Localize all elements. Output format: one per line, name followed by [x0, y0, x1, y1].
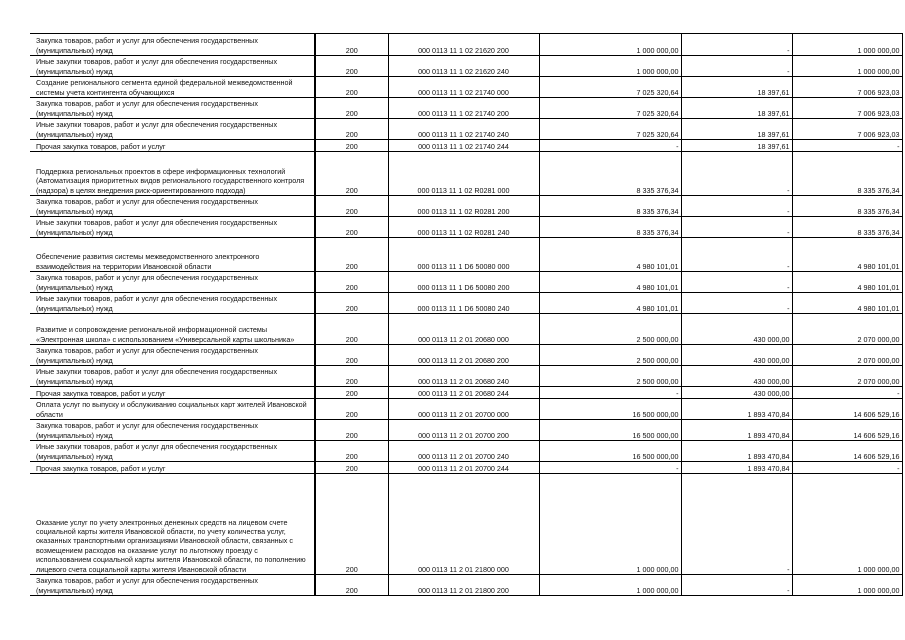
- table-row: [30, 98, 902, 119]
- table-row: [30, 314, 902, 345]
- row-code: 200: [315, 420, 388, 441]
- row-kbk-code: 000 0113 11 1 D6 50080 200: [388, 272, 539, 293]
- row-kbk-code: 000 0113 11 2 01 21800 000: [388, 474, 539, 575]
- row-remaining-amount: -: [792, 140, 902, 152]
- row-kbk-code: 000 0113 11 2 01 20680 240: [388, 366, 539, 387]
- row-code: 200: [315, 474, 388, 575]
- row-executed-amount: 1 893 470,84: [681, 420, 792, 441]
- row-kbk-code: 000 0113 11 2 01 20700 244: [388, 462, 539, 474]
- budget-execution-table: [30, 33, 903, 596]
- row-remaining-amount: 4 980 101,01: [792, 272, 902, 293]
- row-code: 200: [315, 140, 388, 152]
- table-row: [30, 441, 902, 462]
- row-planned-amount: 7 025 320,64: [539, 77, 681, 98]
- row-executed-amount: -: [681, 56, 792, 77]
- row-executed-amount: -: [681, 196, 792, 217]
- row-planned-amount: 16 500 000,00: [539, 420, 681, 441]
- row-name: Оплата услуг по выпуску и обслуживанию социальных карт жителей Ивановской области: [30, 399, 315, 420]
- row-name: Иные закупки товаров, работ и услуг для обеспечения государственных (муниципальных) нужд: [30, 56, 315, 77]
- row-kbk-code: 000 0113 11 2 01 20700 200: [388, 420, 539, 441]
- row-remaining-amount: 4 980 101,01: [792, 293, 902, 314]
- row-code: 200: [315, 119, 388, 140]
- row-executed-amount: -: [681, 152, 792, 196]
- row-code: 200: [315, 217, 388, 238]
- row-kbk-code: 000 0113 11 1 02 21740 240: [388, 119, 539, 140]
- row-kbk-code: 000 0113 11 1 02 21620 200: [388, 34, 539, 56]
- row-planned-amount: 4 980 101,01: [539, 272, 681, 293]
- row-name: Прочая закупка товаров, работ и услуг: [30, 140, 315, 152]
- row-code: 200: [315, 56, 388, 77]
- row-remaining-amount: 1 000 000,00: [792, 56, 902, 77]
- table-row: [30, 217, 902, 238]
- row-kbk-code: 000 0113 11 1 02 R0281 000: [388, 152, 539, 196]
- row-remaining-amount: 1 000 000,00: [792, 474, 902, 575]
- row-executed-amount: 18 397,61: [681, 98, 792, 119]
- row-name: Закупка товаров, работ и услуг для обеспечения государственных (муниципальных) нужд: [30, 272, 315, 293]
- row-executed-amount: 430 000,00: [681, 314, 792, 345]
- row-executed-amount: -: [681, 272, 792, 293]
- row-code: 200: [315, 314, 388, 345]
- row-name: Иные закупки товаров, работ и услуг для обеспечения государственных (муниципальных) нужд: [30, 293, 315, 314]
- row-kbk-code: 000 0113 11 2 01 20680 200: [388, 345, 539, 366]
- row-code: 200: [315, 272, 388, 293]
- row-planned-amount: -: [539, 387, 681, 399]
- row-planned-amount: 8 335 376,34: [539, 217, 681, 238]
- row-planned-amount: 7 025 320,64: [539, 119, 681, 140]
- row-planned-amount: 7 025 320,64: [539, 98, 681, 119]
- row-kbk-code: 000 0113 11 2 01 21800 200: [388, 575, 539, 596]
- row-code: 200: [315, 34, 388, 56]
- row-remaining-amount: 4 980 101,01: [792, 238, 902, 272]
- row-name: Иные закупки товаров, работ и услуг для обеспечения государственных (муниципальных) нужд: [30, 366, 315, 387]
- row-executed-amount: -: [681, 474, 792, 575]
- row-executed-amount: -: [681, 293, 792, 314]
- row-code: 200: [315, 293, 388, 314]
- row-kbk-code: 000 0113 11 1 02 21620 240: [388, 56, 539, 77]
- row-code: 200: [315, 152, 388, 196]
- table-row: [30, 387, 902, 399]
- table-row: [30, 238, 902, 272]
- row-kbk-code: 000 0113 11 1 02 21740 000: [388, 77, 539, 98]
- row-name: Создание регионального сегмента единой федеральной межведомственной системы учета контингента обучающихся: [30, 77, 315, 98]
- row-executed-amount: 430 000,00: [681, 366, 792, 387]
- row-planned-amount: 1 000 000,00: [539, 34, 681, 56]
- table-row: [30, 119, 902, 140]
- row-remaining-amount: 14 606 529,16: [792, 420, 902, 441]
- row-code: 200: [315, 196, 388, 217]
- row-code: 200: [315, 399, 388, 420]
- table-row: [30, 272, 902, 293]
- row-planned-amount: 2 500 000,00: [539, 314, 681, 345]
- row-remaining-amount: -: [792, 462, 902, 474]
- row-remaining-amount: 1 000 000,00: [792, 575, 902, 596]
- table-row: [30, 293, 902, 314]
- row-executed-amount: -: [681, 575, 792, 596]
- row-code: 200: [315, 98, 388, 119]
- row-remaining-amount: 2 070 000,00: [792, 345, 902, 366]
- row-executed-amount: 1 893 470,84: [681, 462, 792, 474]
- row-planned-amount: 4 980 101,01: [539, 293, 681, 314]
- row-kbk-code: 000 0113 11 1 D6 50080 240: [388, 293, 539, 314]
- table-row: [30, 575, 902, 596]
- row-planned-amount: 16 500 000,00: [539, 441, 681, 462]
- row-remaining-amount: 2 070 000,00: [792, 366, 902, 387]
- table-row: [30, 152, 902, 196]
- row-name: Иные закупки товаров, работ и услуг для обеспечения государственных (муниципальных) нужд: [30, 119, 315, 140]
- row-remaining-amount: 14 606 529,16: [792, 441, 902, 462]
- row-name: Прочая закупка товаров, работ и услуг: [30, 387, 315, 399]
- row-executed-amount: 18 397,61: [681, 140, 792, 152]
- table-row: [30, 462, 902, 474]
- row-remaining-amount: 7 006 923,03: [792, 77, 902, 98]
- table-row: [30, 399, 902, 420]
- table-row: [30, 196, 902, 217]
- row-executed-amount: -: [681, 217, 792, 238]
- row-kbk-code: 000 0113 11 2 01 20680 000: [388, 314, 539, 345]
- row-remaining-amount: 2 070 000,00: [792, 314, 902, 345]
- table-row: [30, 366, 902, 387]
- row-code: 200: [315, 238, 388, 272]
- row-executed-amount: 18 397,61: [681, 77, 792, 98]
- row-planned-amount: 1 000 000,00: [539, 474, 681, 575]
- row-name: Оказание услуг по учету электронных денежных средств на лицевом счете социальной карты жителя Ивановской области, по учету количества услуг, оказанных транспортными организациями Ивановской области, связанных с возмещением расходов на оказание услуг по льготному проезду с использованием социальной карты жителя Ивановской области, по пополнению лицевого счета социальной карты жителя Ивановской области: [30, 474, 315, 575]
- row-remaining-amount: 1 000 000,00: [792, 34, 902, 56]
- row-name: Иные закупки товаров, работ и услуг для обеспечения государственных (муниципальных) нужд: [30, 217, 315, 238]
- row-name: Прочая закупка товаров, работ и услуг: [30, 462, 315, 474]
- row-planned-amount: 8 335 376,34: [539, 196, 681, 217]
- row-name: Закупка товаров, работ и услуг для обеспечения государственных (муниципальных) нужд: [30, 98, 315, 119]
- row-code: 200: [315, 575, 388, 596]
- row-executed-amount: 430 000,00: [681, 345, 792, 366]
- row-name: Поддержка региональных проектов в сфере информационных технологий (Автоматизация приоритетных видов регионального государственного контроля (надзора) в целях внедрения риск-ориентированного подхода): [30, 152, 315, 196]
- table-row: [30, 420, 902, 441]
- row-name: Иные закупки товаров, работ и услуг для обеспечения государственных (муниципальных) нужд: [30, 441, 315, 462]
- row-kbk-code: 000 0113 11 2 01 20700 240: [388, 441, 539, 462]
- row-executed-amount: -: [681, 34, 792, 56]
- table-row: [30, 474, 902, 575]
- row-planned-amount: 16 500 000,00: [539, 399, 681, 420]
- row-planned-amount: -: [539, 140, 681, 152]
- row-executed-amount: 1 893 470,84: [681, 441, 792, 462]
- row-remaining-amount: 7 006 923,03: [792, 119, 902, 140]
- row-executed-amount: 1 893 470,84: [681, 399, 792, 420]
- row-planned-amount: 8 335 376,34: [539, 152, 681, 196]
- table-body: [30, 34, 902, 596]
- row-planned-amount: 1 000 000,00: [539, 575, 681, 596]
- row-kbk-code: 000 0113 11 1 02 R0281 240: [388, 217, 539, 238]
- row-code: 200: [315, 77, 388, 98]
- row-planned-amount: 4 980 101,01: [539, 238, 681, 272]
- row-planned-amount: 2 500 000,00: [539, 345, 681, 366]
- table-row: [30, 77, 902, 98]
- row-kbk-code: 000 0113 11 1 02 21740 200: [388, 98, 539, 119]
- row-name: Закупка товаров, работ и услуг для обеспечения государственных (муниципальных) нужд: [30, 196, 315, 217]
- row-name: Закупка товаров, работ и услуг для обеспечения государственных (муниципальных) нужд: [30, 575, 315, 596]
- row-remaining-amount: 8 335 376,34: [792, 152, 902, 196]
- row-planned-amount: -: [539, 462, 681, 474]
- row-remaining-amount: 14 606 529,16: [792, 399, 902, 420]
- row-remaining-amount: 8 335 376,34: [792, 217, 902, 238]
- row-remaining-amount: 7 006 923,03: [792, 98, 902, 119]
- row-code: 200: [315, 345, 388, 366]
- row-kbk-code: 000 0113 11 2 01 20680 244: [388, 387, 539, 399]
- row-name: Закупка товаров, работ и услуг для обеспечения государственных (муниципальных) нужд: [30, 34, 315, 56]
- row-code: 200: [315, 462, 388, 474]
- row-code: 200: [315, 366, 388, 387]
- row-code: 200: [315, 441, 388, 462]
- table-row: [30, 345, 902, 366]
- row-name: Обеспечение развития системы межведомственного электронного взаимодействия на территории Ивановской области: [30, 238, 315, 272]
- row-kbk-code: 000 0113 11 1 D6 50080 000: [388, 238, 539, 272]
- row-kbk-code: 000 0113 11 1 02 21740 244: [388, 140, 539, 152]
- row-executed-amount: 18 397,61: [681, 119, 792, 140]
- row-executed-amount: 430 000,00: [681, 387, 792, 399]
- table-row: [30, 140, 902, 152]
- row-kbk-code: 000 0113 11 1 02 R0281 200: [388, 196, 539, 217]
- row-name: Развитие и сопровождение региональной информационной системы «Электронная школа» с использованием «Универсальной карты школьника»: [30, 314, 315, 345]
- row-remaining-amount: 8 335 376,34: [792, 196, 902, 217]
- row-remaining-amount: -: [792, 387, 902, 399]
- row-planned-amount: 2 500 000,00: [539, 366, 681, 387]
- table-row: [30, 56, 902, 77]
- row-name: Закупка товаров, работ и услуг для обеспечения государственных (муниципальных) нужд: [30, 345, 315, 366]
- row-planned-amount: 1 000 000,00: [539, 56, 681, 77]
- row-kbk-code: 000 0113 11 2 01 20700 000: [388, 399, 539, 420]
- row-name: Закупка товаров, работ и услуг для обеспечения государственных (муниципальных) нужд: [30, 420, 315, 441]
- row-code: 200: [315, 387, 388, 399]
- row-executed-amount: -: [681, 238, 792, 272]
- table-row: [30, 34, 902, 56]
